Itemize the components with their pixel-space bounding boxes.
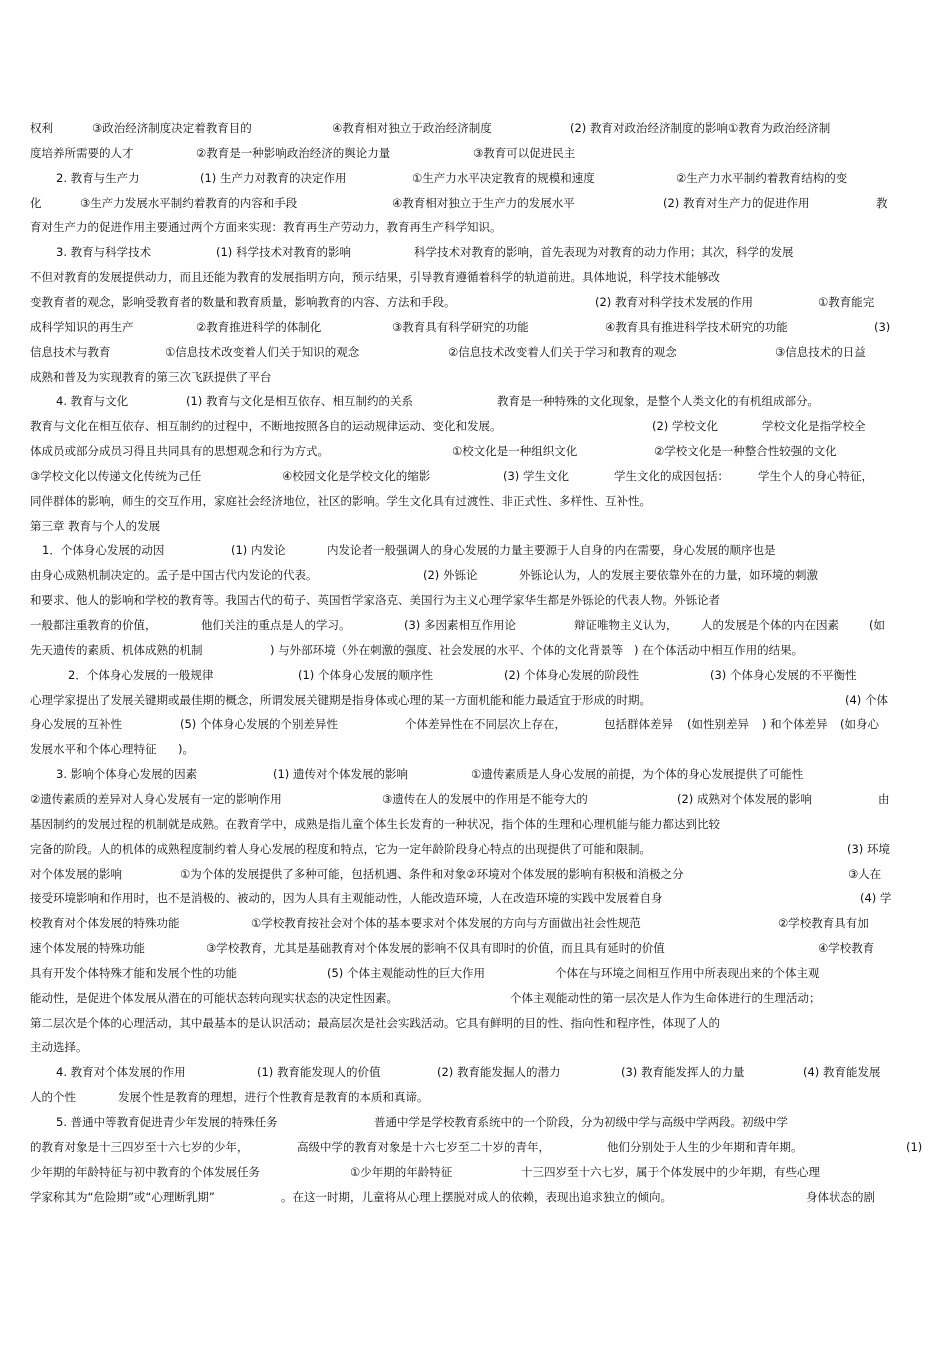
text-segment: (3) 教育能发挥人的力量 bbox=[621, 1065, 745, 1080]
text-segment: (1) bbox=[906, 1139, 923, 1154]
text-line bbox=[30, 541, 920, 559]
text-segment: ②学校文化是一种整合性较强的文化 bbox=[654, 444, 837, 459]
text-segment: 发展个性是教育的理想，进行个性教育是教育的本质和真谛。 bbox=[118, 1090, 429, 1105]
text-line bbox=[30, 119, 920, 137]
text-segment: ①教育能完 bbox=[818, 294, 875, 309]
text-segment: 由身心成熟机制决定的。孟子是中国古代内发论的代表。 bbox=[30, 568, 318, 583]
text-segment: 学生文化的成因包括： bbox=[614, 468, 729, 483]
text-line bbox=[30, 218, 920, 236]
text-segment: (4) 学 bbox=[860, 891, 892, 906]
text-segment: 第二层次是个体的心理活动，其中最基本的是认识活动；最高层次是社会实践活动。它具有鲜明的目的性、指向性和程序性，体现了人的 bbox=[30, 1015, 720, 1030]
text-line bbox=[30, 392, 920, 410]
text-segment: ②教育推进科学的体制化 bbox=[196, 319, 322, 334]
text-segment: 内发论者一般强调人的身心发展的力量主要源于人自身的内在需要，身心发展的顺序也是 bbox=[327, 543, 776, 558]
text-segment: 辩证唯物主义认为， bbox=[574, 618, 678, 632]
text-segment: 3. 影响个体身心发展的因素 bbox=[56, 767, 198, 782]
text-line bbox=[30, 715, 920, 733]
text-segment: 学校文化是指学校全 bbox=[762, 419, 866, 434]
text-segment: 。在这一时期，儿童将从心理上摆脱对成人的依赖，表现出追求独立的倾向。 bbox=[281, 1189, 672, 1204]
text-segment: 高级中学的教育对象是十六七岁至二十岁的青年， bbox=[297, 1139, 550, 1154]
text-line bbox=[30, 939, 920, 957]
text-segment: (2) 教育对生产力的促进作用 bbox=[663, 195, 810, 210]
text-segment: 3. 教育与科学技术 bbox=[56, 245, 152, 260]
text-segment: 十三四岁至十六七岁，属于个体发展中的少年期，有些心理 bbox=[521, 1164, 820, 1179]
text-segment: (3) 个体身心发展的不平衡性 bbox=[710, 667, 857, 682]
text-segment: 发展水平和个体心理特征 bbox=[30, 742, 157, 757]
text-line bbox=[30, 765, 920, 783]
text-segment: 普通中学是学校教育系统中的一个阶段，分为初级中学与高级中学两段。初级中学 bbox=[374, 1115, 788, 1129]
text-segment: (1) 个体身心发展的顺序性 bbox=[298, 667, 433, 682]
text-segment: 人的个性 bbox=[30, 1090, 76, 1105]
text-line bbox=[30, 293, 920, 311]
text-segment: (2) 个体身心发展的阶段性 bbox=[504, 667, 639, 682]
text-segment: ③学校文化以传递文化传统为己任 bbox=[30, 468, 202, 483]
text-segment: ③教育可以促进民主 bbox=[473, 145, 576, 160]
text-segment: 度培养所需要的人才 bbox=[30, 145, 134, 160]
text-segment: 主动选择。 bbox=[30, 1040, 88, 1055]
text-segment: ④教育相对独立于生产力的发展水平 bbox=[392, 195, 575, 210]
text-segment: 速个体发展的特殊功能 bbox=[30, 941, 145, 956]
text-segment: ④教育具有推进科学技术研究的功能 bbox=[605, 319, 788, 334]
text-line bbox=[30, 889, 920, 907]
text-line bbox=[30, 492, 920, 510]
text-segment: 成科学知识的再生产 bbox=[30, 319, 134, 334]
text-line bbox=[30, 840, 920, 858]
text-segment: 个体差异性在不同层次上存在， bbox=[405, 717, 566, 732]
text-segment: ①为个体的发展提供了多种可能，包括机遇、条件和对象②环境对个体发展的影响有积极和消极之分 bbox=[180, 866, 684, 881]
text-segment: 外铄论认为，人的发展主要依靠外在的力量，如环境的刺激 bbox=[519, 568, 818, 583]
text-line bbox=[30, 964, 920, 982]
text-segment: 能动性，是促进个体发展从潜在的可能状态转向现实状态的决定性因素。 bbox=[30, 990, 398, 1005]
text-segment: 和要求、他人的影响和学校的教育等。我国古代的荀子、英国哲学家洛克、美国行为主义心理学家华生都是外铄论的代表人物。外铄论者 bbox=[30, 593, 720, 608]
text-segment: 体成员或部分成员习得且共同具有的思想观念和行为方式。 bbox=[30, 444, 329, 459]
text-line bbox=[30, 591, 920, 609]
text-segment: 学生个人的身心特征， bbox=[758, 468, 873, 483]
text-segment: 人的发展是个体的内在因素 bbox=[701, 618, 839, 632]
text-segment: (1) 教育与文化是相互依存、相互制约的关系 bbox=[186, 394, 413, 409]
text-segment: ②生产力水平制约着教育结构的变 bbox=[676, 170, 848, 185]
text-segment: 个体主观能动性的第一层次是人作为生命体进行的生理活动； bbox=[510, 990, 821, 1005]
text-segment: 变教育者的观念，影响受教育者的数量和教育质量，影响教育的内容、方法和手段。 bbox=[30, 294, 456, 309]
text-line bbox=[30, 641, 920, 659]
text-segment: ④校园文化是学校文化的缩影 bbox=[282, 468, 431, 483]
text-line bbox=[30, 815, 920, 833]
text-line bbox=[30, 169, 920, 187]
text-segment: (3) bbox=[874, 319, 891, 334]
text-segment: 具有开发个体特殊才能和发展个性的功能 bbox=[30, 965, 237, 980]
text-segment: 育对生产力的促进作用主要通过两个方面来实现：教育再生产劳动力，教育再生产科学知识。 bbox=[30, 220, 502, 235]
text-line bbox=[30, 989, 920, 1007]
text-segment: (2) 教育对政治经济制度的影响①教育为政治经济制 bbox=[570, 121, 831, 135]
text-segment: )。 bbox=[178, 742, 194, 757]
text-segment: (1) 教育能发现人的价值 bbox=[257, 1065, 381, 1080]
text-line bbox=[30, 691, 920, 709]
text-segment: 学家称其为“危险期”或“心理断乳期” bbox=[30, 1189, 215, 1204]
text-segment: ②遗传素质的差异对人身心发展有一定的影响作用 bbox=[30, 791, 282, 806]
text-segment: 权利 bbox=[30, 121, 53, 135]
text-segment: 由 bbox=[878, 791, 890, 806]
text-segment: 他们分别处于人生的少年期和青年期。 bbox=[607, 1139, 803, 1154]
text-segment: 完备的阶段。人的机体的成熟程度制约着人身心发展的程度和特点，它为一定年龄阶段身心特点的出现提供了可能和限制。 bbox=[30, 841, 651, 856]
text-segment: ①遗传素质是人身心发展的前提，为个体的身心发展提供了可能性 bbox=[471, 767, 804, 782]
text-segment: 接受环境影响和作用时，也不是消极的、被动的，因为人具有主观能动性，人能改造环境，人在改造环境的实践中发展着自身 bbox=[30, 891, 663, 906]
text-segment: 4. 教育对个体发展的作用 bbox=[56, 1065, 186, 1080]
text-segment: 4. 教育与文化 bbox=[56, 394, 129, 409]
text-segment: 化 bbox=[30, 195, 42, 210]
text-segment: ) 与外部环境（外在刺激的强度、社会发展的水平、个体的文化背景等 bbox=[270, 642, 624, 657]
text-segment: ①信息技术改变着人们关于知识的观念 bbox=[165, 344, 360, 359]
text-segment: (1) 遗传对个体发展的影响 bbox=[273, 767, 408, 782]
text-segment: 他们关注的重点是人的学习。 bbox=[201, 618, 351, 632]
text-segment: 对个体发展的影响 bbox=[30, 866, 122, 881]
text-segment: ③人在 bbox=[848, 866, 882, 881]
text-segment: ①学校教育按社会对个体的基本要求对个体发展的方向与方面做出社会性规范 bbox=[251, 916, 641, 931]
text-segment: ①少年期的年龄特征 bbox=[350, 1164, 453, 1179]
text-segment: ③政治经济制度决定着教育目的 bbox=[92, 121, 252, 135]
text-segment: 个体在与环境之间相互作用中所表现出来的个体主观 bbox=[555, 965, 820, 980]
text-segment: 心理学家提出了发展关键期或最佳期的概念，所谓发展关键期是指身体或心理的某一方面机能和能力最适宜于形成的时期。 bbox=[30, 692, 651, 707]
text-segment: (1) 科学技术对教育的影响 bbox=[216, 245, 351, 260]
text-segment: 成熟和普及为实现教育的第三次飞跃提供了平台 bbox=[30, 369, 272, 384]
text-segment: (2) 外铄论 bbox=[423, 568, 478, 583]
text-segment: ①生产力水平决定教育的规模和速度 bbox=[412, 170, 595, 185]
text-segment: 基因制约的发展过程的机制就是成熟。在教育学中，成熟是指儿童个体生长发育的一种状况，指个体的生理和心理机能与能力都达到比较 bbox=[30, 816, 720, 831]
text-segment: 身体状态的剧 bbox=[806, 1189, 875, 1204]
text-segment: 包括群体差异 bbox=[604, 717, 673, 732]
text-line bbox=[30, 517, 920, 535]
text-segment: ③教育具有科学研究的功能 bbox=[392, 319, 529, 334]
text-segment: (5) 个体身心发展的个别差异性 bbox=[180, 717, 338, 732]
text-segment: (3) 多因素相互作用论 bbox=[404, 618, 516, 632]
text-line bbox=[30, 417, 920, 435]
text-line bbox=[30, 1113, 920, 1131]
text-segment: 一般都注重教育的价值， bbox=[30, 618, 157, 632]
text-line bbox=[30, 790, 920, 808]
text-segment: (2) 教育对科学技术发展的作用 bbox=[595, 294, 753, 309]
text-line bbox=[30, 566, 920, 584]
text-segment: 少年期的年龄特征与初中教育的个体发展任务 bbox=[30, 1164, 260, 1179]
text-segment: ②教育是一种影响政治经济的舆论力量 bbox=[196, 145, 391, 160]
text-line bbox=[30, 914, 920, 932]
text-line bbox=[30, 1063, 920, 1081]
text-segment: ③遗传在人的发展中的作用是不能夸大的 bbox=[382, 791, 588, 806]
text-segment: (4) 个体 bbox=[845, 692, 888, 707]
text-segment: (3) 环境 bbox=[847, 841, 890, 856]
text-segment: ) 在个体活动中相互作用的结果。 bbox=[634, 642, 804, 657]
text-line bbox=[30, 318, 920, 336]
text-segment: ) 和个体差异 bbox=[762, 717, 828, 732]
text-segment: (2) 学校文化 bbox=[652, 419, 718, 434]
text-segment: 不但对教育的发展提供动力，而且还能为教育的发展指明方向，预示结果，引导教育遵循着科学的轨道前进。具体地说，科学技术能够改 bbox=[30, 270, 720, 285]
text-line bbox=[30, 144, 920, 162]
text-segment: (1) 内发论 bbox=[231, 543, 286, 558]
text-segment: ③学校教育，尤其是基础教育对个体发展的影响不仅具有即时的价值，而且具有延时的价值 bbox=[206, 941, 665, 956]
text-line bbox=[30, 740, 920, 758]
text-line bbox=[30, 467, 920, 485]
text-segment: (如性别差异 bbox=[687, 717, 749, 732]
text-line bbox=[30, 616, 920, 634]
text-line bbox=[30, 1088, 920, 1106]
text-segment: 第三章 教育与个人的发展 bbox=[30, 518, 161, 533]
text-line bbox=[30, 194, 920, 212]
text-segment: 教 bbox=[876, 195, 888, 210]
text-segment: ②学校教育具有加 bbox=[778, 916, 869, 931]
text-segment: ④学校教育 bbox=[818, 941, 875, 956]
text-line bbox=[30, 1038, 920, 1056]
text-line bbox=[30, 1163, 920, 1181]
text-line bbox=[30, 1014, 920, 1032]
text-segment: (3) 学生文化 bbox=[503, 468, 569, 483]
text-segment: 2. 教育与生产力 bbox=[56, 170, 140, 185]
text-segment: 的教育对象是十三四岁至十六七岁的少年， bbox=[30, 1139, 249, 1154]
text-line bbox=[30, 1188, 920, 1206]
text-segment: (5) 个体主观能动性的巨大作用 bbox=[327, 965, 485, 980]
text-segment: 科学技术对教育的影响，首先表现为对教育的动力作用；其次，科学的发展 bbox=[414, 245, 794, 260]
text-segment: 教育是一种特殊的文化现象，是整个人类文化的有机组成部分。 bbox=[497, 394, 819, 409]
text-segment: (如身心 bbox=[840, 717, 879, 732]
text-segment: 同伴群体的影响，师生的交互作用，家庭社会经济地位，社区的影响。学生文化具有过渡性、非正式性、多样性、互补性。 bbox=[30, 493, 651, 508]
text-segment: 1．个体身心发展的动因 bbox=[42, 543, 165, 558]
text-line bbox=[30, 1138, 923, 1156]
text-line bbox=[30, 442, 920, 460]
text-line bbox=[30, 343, 920, 361]
text-segment: 先天遗传的素质、机体成熟的机制 bbox=[30, 642, 203, 657]
text-line bbox=[30, 268, 920, 286]
text-segment: ③信息技术的日益 bbox=[775, 344, 866, 359]
text-segment: (2) 教育能发掘人的潜力 bbox=[437, 1065, 561, 1080]
text-line bbox=[30, 865, 920, 883]
text-line bbox=[30, 666, 920, 684]
text-segment: ④教育相对独立于政治经济制度 bbox=[332, 121, 492, 135]
text-segment: (如 bbox=[869, 618, 885, 632]
text-segment: 身心发展的互补性 bbox=[30, 717, 122, 732]
text-segment: ①校文化是一种组织文化 bbox=[452, 444, 578, 459]
text-line bbox=[30, 368, 920, 386]
text-segment: 5. 普通中等教育促进青少年发展的特殊任务 bbox=[56, 1115, 278, 1129]
text-line bbox=[30, 243, 920, 261]
text-segment: 校教育对个体发展的特殊功能 bbox=[30, 916, 180, 931]
text-segment: ③生产力发展水平制约着教育的内容和手段 bbox=[80, 195, 298, 210]
text-segment: (1) 生产力对教育的决定作用 bbox=[200, 170, 347, 185]
text-segment: (4) 教育能发展 bbox=[803, 1065, 881, 1080]
text-segment: (2) 成熟对个体发展的影响 bbox=[677, 791, 812, 806]
text-segment: 教育与文化在相互依存、相互制约的过程中，不断地按照各自的运动规律运动、变化和发展。 bbox=[30, 419, 502, 434]
text-segment: 信息技术与教育 bbox=[30, 344, 111, 359]
text-segment: ②信息技术改变着人们关于学习和教育的观念 bbox=[448, 344, 677, 359]
text-segment: 2．个体身心发展的一般规律 bbox=[68, 667, 214, 682]
